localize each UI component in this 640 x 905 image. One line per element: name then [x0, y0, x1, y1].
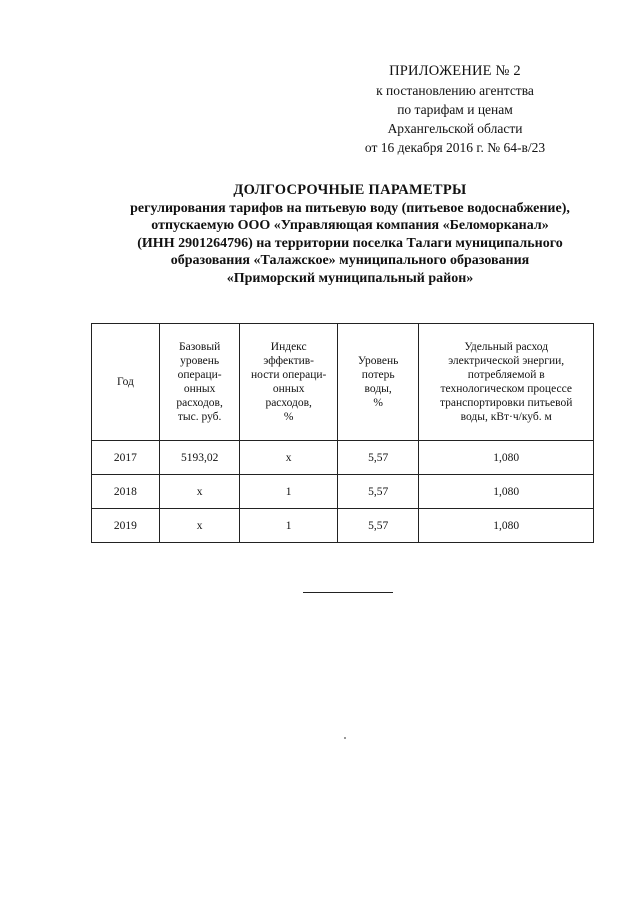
cell-year: 2017	[92, 441, 160, 475]
cell-energy: 1,080	[419, 441, 594, 475]
header-line: технологическом процессе	[440, 383, 572, 395]
appendix-agency: по тарифам и ценам	[397, 102, 513, 117]
table-row	[92, 475, 594, 509]
cell-base: 5193,02	[159, 441, 240, 475]
cell-year: 2018	[92, 475, 160, 509]
header-line: Удельный расход	[464, 341, 549, 353]
parameters-table	[91, 323, 594, 543]
scan-speck	[344, 737, 346, 739]
title-line-3: отпускаемую ООО «Управляющая компания «Беломорканал»	[151, 218, 549, 233]
header-line: воды,	[364, 383, 392, 395]
table-row	[92, 441, 594, 475]
cell-energy: 1,080	[419, 509, 594, 543]
header-line: эффектив-	[263, 355, 315, 367]
header-water-loss	[337, 324, 418, 441]
header-line: тыс. руб.	[177, 411, 222, 423]
header-line: Уровень	[357, 355, 399, 367]
table-row	[92, 509, 594, 543]
header-year	[92, 324, 160, 441]
cell-energy: 1,080	[419, 475, 594, 509]
header-line: операци-	[177, 369, 222, 381]
appendix-number: ПРИЛОЖЕНИЕ № 2	[389, 63, 521, 79]
cell-year: 2019	[92, 509, 160, 543]
appendix-block	[330, 62, 580, 157]
header-line: Индекс	[270, 341, 307, 353]
title-heading: ДОЛГОСРОЧНЫЕ ПАРАМЕТРЫ	[233, 182, 467, 198]
cell-loss: 5,57	[337, 475, 418, 509]
appendix-region: Архангельской области	[387, 121, 523, 136]
cell-loss: 5,57	[337, 509, 418, 543]
header-line: онных	[272, 383, 305, 395]
header-line: расходов,	[176, 397, 223, 409]
appendix-reference: к постановлению агентства	[376, 83, 534, 98]
header-line: Базовый	[179, 341, 221, 353]
appendix-date: от 16 декабря 2016 г. № 64-в/23	[364, 140, 546, 155]
header-line: Год	[116, 376, 134, 388]
table-header-row	[92, 324, 594, 441]
cell-index: 1	[240, 475, 338, 509]
title-line-4: (ИНН 2901264796) на территории поселка Талаги муниципального	[137, 235, 563, 251]
cell-index: х	[240, 441, 338, 475]
closing-separator-line	[303, 592, 393, 593]
title-line-5: образования «Талажское» муниципального образования	[170, 253, 530, 268]
header-energy-consumption	[419, 324, 594, 441]
header-line: электрической энергии,	[448, 355, 565, 367]
cell-base: х	[159, 475, 240, 509]
cell-index: 1	[240, 509, 338, 543]
header-line: %	[373, 397, 383, 409]
header-efficiency-index	[240, 324, 338, 441]
cell-loss: 5,57	[337, 441, 418, 475]
header-base-level	[159, 324, 240, 441]
title-line-2: регулирования тарифов на питьевую воду (питьевое водоснабжение),	[130, 200, 570, 216]
header-line: уровень	[180, 355, 220, 367]
header-line: расходов,	[265, 397, 312, 409]
header-line: транспортировки питьевой	[439, 397, 573, 409]
header-line: ности операци-	[251, 369, 327, 381]
header-line: потерь	[361, 369, 395, 381]
header-line: онных	[183, 383, 216, 395]
header-line: воды, кВт·ч/куб. м	[460, 411, 552, 423]
cell-base: х	[159, 509, 240, 543]
header-line: %	[283, 411, 294, 423]
title-line-6: «Приморский муниципальный район»	[226, 270, 474, 286]
document-title	[70, 182, 630, 287]
header-line: потребляемой в	[467, 369, 545, 381]
